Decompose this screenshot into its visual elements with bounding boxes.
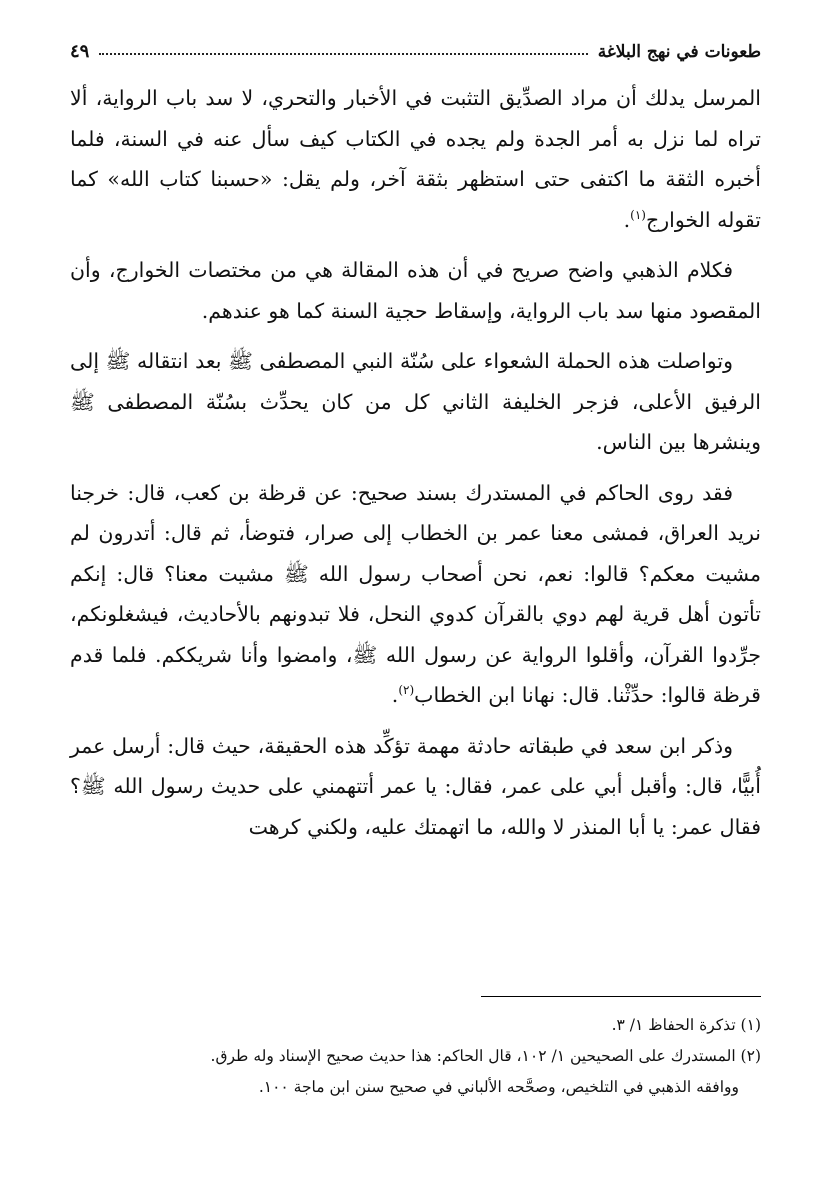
main-text (70, 78, 761, 857)
footnote: (٢) المستدرك على الصحيحين ١/ ١٠٢، قال الحاكم: هذا حديث صحيح الإسناد وله طرق. (210, 1047, 761, 1065)
paragraph: فكلام الذهبي واضح صريح في أن هذه المقالة هي من مختصات الخوارج، وأن المقصود منها سد باب الرواية، وإسقاط حجية السنة كما هو عندهم. (70, 258, 761, 323)
footnote-continuation: ووافقه الذهبي في التلخيص، وصحَّحه الألباني في صحيح سنن ابن ماجة ١٠٠. (258, 1078, 739, 1096)
paragraph: وتواصلت هذه الحملة الشعواء على سُنّة النبي المصطفى ﷺ بعد انتقاله ﷺ إلى الرفيق الأعلى، فزجر الخليفة الثاني كل من كان يحدِّث بسُنّة المصطفى ﷺ وينشرها بين الناس. (70, 349, 761, 454)
paragraph: وذكر ابن سعد في طبقاته حادثة مهمة تؤكِّد هذه الحقيقة، حيث قال: أرسل عمر أُبيًّا، قال: وأقبل أبي على عمر، فقال: يا عمر أتتهمني على حديث رسول الله ﷺ؟ فقال عمر: يا أبا المنذر لا والله، ما اتهمتك عليه، ولكني كرهت (70, 733, 761, 839)
running-header (70, 26, 761, 62)
footnote-ref: (١) (630, 207, 646, 222)
paragraph: فقد روى الحاكم في المستدرك بسند صحيح: عن قرظة بن كعب، قال: خرجنا نريد العراق، فمشى معنا عمر بن الخطاب إلى صرار، فتوضأ، ثم قال: أتدرون لم مشيت معكم؟ قالوا: نعم، نحن أصحاب رسول الله ﷺ مشيت معنا؟ قال: إنكم تأتون أهل قرية لهم دوي بالقرآن كدوي النحل، فلا تبدونهم بالأحاديث، فيشغلونكم، جرِّدوا القرآن، وأقلوا الرواية عن رسول الله ﷺ، وامضوا وأنا شريككم. فلما قدم قرظة قالوا: حدِّثْنا. قال: نهانا ابن الخطاب$^{(٢)}$. (70, 480, 761, 707)
footnote-separator (481, 996, 761, 997)
paragraph: المرسل يدلك أن مراد الصدِّيق التثبت في الأخبار والتحري، لا سد باب الرواية، ألا تراه لما نزل به أمر الجدة ولم يجده في الكتاب كيف سأل عنه في السنة، فلما أخبره الثقة ما اكتفى حتى استظهر بثقة آخر، ولم يقل: «حسبنا كتاب الله» كما تقوله الخوارج$^{(١)}$. (70, 86, 761, 232)
page-number: ٤٩ (70, 41, 90, 62)
footnote: (١) تذكرة الحفاظ ١/ ٣. (611, 1016, 761, 1034)
footnote-ref: (٢) (398, 683, 415, 698)
header-leader-dots (99, 52, 587, 55)
book-title: طعونات في نهج البلاغة (597, 42, 761, 62)
footnotes (70, 1010, 761, 1103)
